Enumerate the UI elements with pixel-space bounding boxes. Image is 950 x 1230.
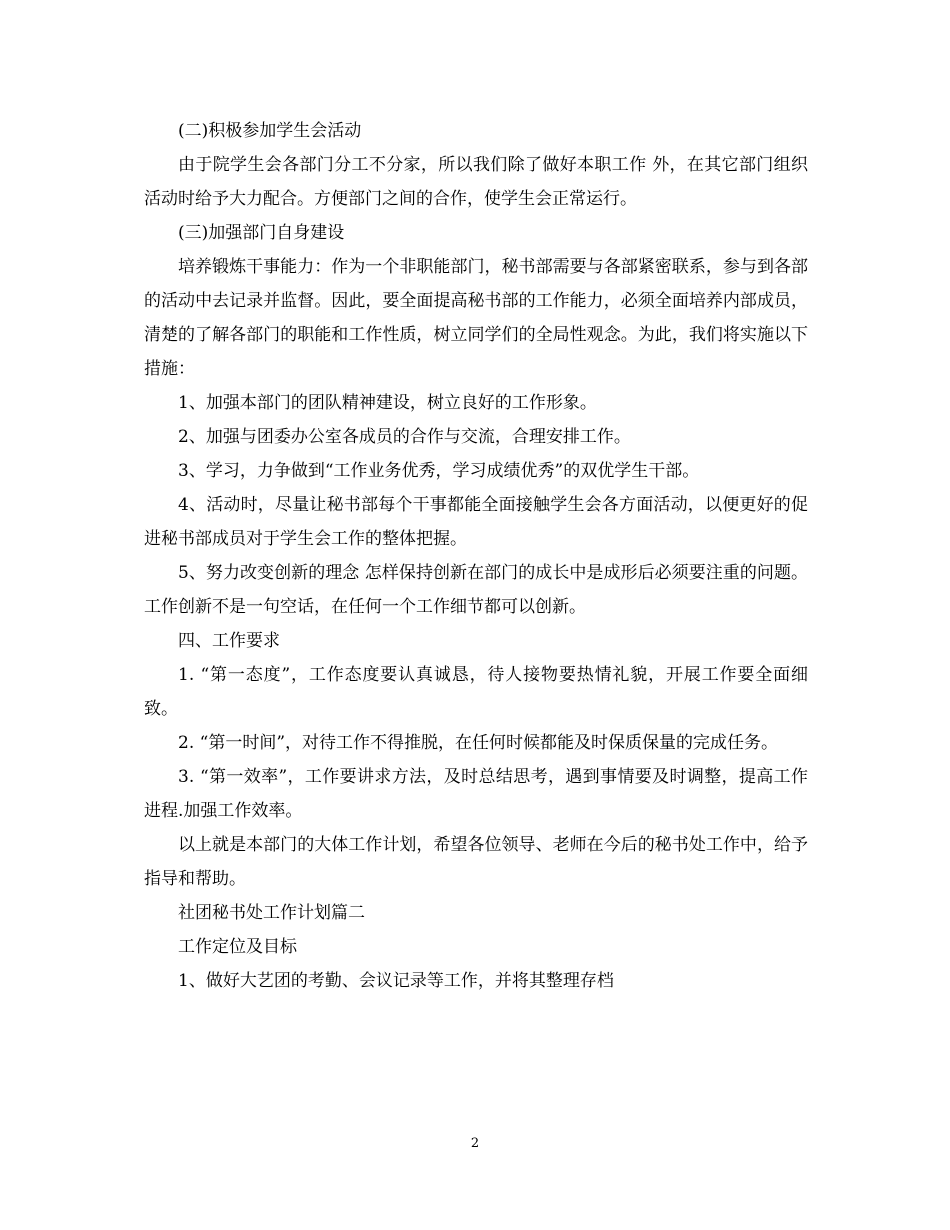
paragraph-conclusion: 以上就是本部门的大体工作计划，希望各位领导、老师在今后的秘书处工作中，给予指导和帮助。 [144,835,808,889]
page-number: 2 [470,1136,480,1151]
list-item-requirement-3: 3. “第一效率”，工作要讲求方法，及时总结思考，遇到事情要及时调整，提高工作进程.加强工作效率。 [144,767,808,821]
list-item-measure-1: 1、加强本部门的团队精神建设，树立良好的工作形象。 [178,393,597,413]
heading-department-building: (三)加强部门自身建设 [178,223,345,243]
heading-plan-part-two: 社团秘书处工作计划篇二 [178,903,365,923]
document-body [144,114,808,998]
paragraph-training-ability: 培养锻炼干事能力：作为一个非职能部门，秘书部需要与各部紧密联系，参与到各部的活动中去记录并监督。因此，要全面提高秘书部的工作能力，必须全面培养内部成员，清楚的了解各部门的职能和工作性质，树立同学们的全局性观念。为此，我们将实施以下措施： [144,257,808,379]
heading-positioning-goals: 工作定位及目标 [178,937,297,957]
list-item-measure-5: 5、努力改变创新的理念 怎样保持创新在部门的成长中是成形后必须要注重的问题。工作创新不是一句空话，在任何一个工作细节都可以创新。 [144,563,808,617]
paragraph-cooperation: 由于院学生会各部门分工不分家，所以我们除了做好本职工作 外，在其它部门组织活动时给予大力配合。方便部门之间的合作，使学生会正常运行。 [144,155,808,209]
list-item-measure-4: 4、活动时，尽量让秘书部每个干事都能全面接触学生会各方面活动，以便更好的促进秘书部成员对于学生会工作的整体把握。 [144,495,808,549]
list-item-measure-3: 3、学习，力争做到“工作业务优秀，学习成绩优秀”的双优学生干部。 [178,461,700,481]
heading-work-requirements: 四、工作要求 [178,631,280,651]
list-item-requirement-1: 1. “第一态度”，工作态度要认真诚恳，待人接物要热情礼貌，开展工作要全面细致。 [144,665,808,719]
list-item-requirement-2: 2. “第一时间”，对待工作不得推脱，在任何时候都能及时保质保量的完成任务。 [178,733,779,753]
list-item-goal-1: 1、做好大艺团的考勤、会议记录等工作，并将其整理存档 [178,971,614,991]
list-item-measure-2: 2、加强与团委办公室各成员的合作与交流，合理安排工作。 [178,427,631,447]
heading-participate-activities: (二)积极参加学生会活动 [178,121,362,141]
